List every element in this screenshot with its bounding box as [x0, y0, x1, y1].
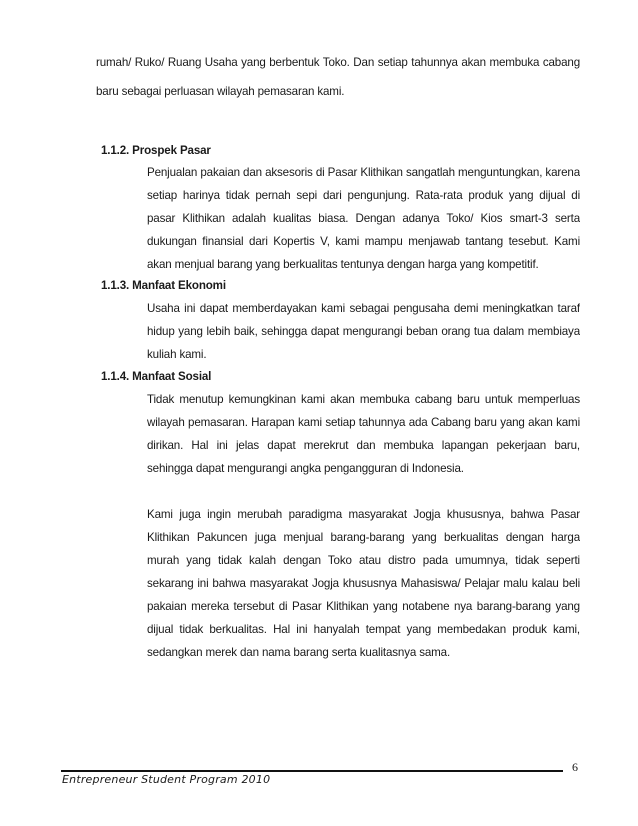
- paragraph-line: dijual tidak berkualitas. Hal ini hanyalah tempat yang membedakan produk kami,: [147, 623, 580, 636]
- paragraph-line: dukungan finansial dari Kopertis V, kami mampu menjawab tantang tesebut. Kami: [147, 235, 580, 248]
- paragraph-line: hidup yang lebih baik, sehingga dapat mengurangi beban orang tua dalam membiaya: [147, 325, 580, 338]
- paragraph-line: sekarang ini bahwa masyarakat Jogja khususnya Mahasiswa/ Pelajar malu kalau beli: [147, 577, 580, 590]
- paragraph-line: sehingga dapat mengurangi angka pengangguran di Indonesia.: [147, 462, 464, 475]
- section-heading-prospek-pasar: 1.1.2. Prospek Pasar: [101, 144, 211, 157]
- paragraph-line: Kami juga ingin merubah paradigma masyarakat Jogja khususnya, bahwa Pasar: [147, 508, 580, 521]
- paragraph-line: Usaha ini dapat memberdayakan kami sebagai pengusaha demi meningkatkan taraf: [147, 302, 580, 315]
- paragraph-line: pasar Klithikan adalah kualitas biasa. Dengan adanya Toko/ Kios smart-3 serta: [147, 212, 580, 225]
- paragraph-line: wilayah pemasaran. Harapan kami setiap tahunnya ada Cabang baru yang akan kami: [147, 416, 580, 429]
- paragraph-line: Klithikan Pakuncen juga menjual barang-barang yang berkualitas dengan harga: [147, 531, 580, 544]
- page-number: 6: [572, 760, 578, 774]
- paragraph-line: pakaian mereka tersebut di Pasar Klithikan yang notabene nya barang-barang yang: [147, 600, 580, 613]
- paragraph-line: sedangkan merek dan nama barang serta kualitasnya sama.: [147, 646, 451, 659]
- paragraph-line: dirikan. Hal ini jelas dapat merekrut dan membuka lapangan pekerjaan baru,: [147, 439, 580, 452]
- paragraph-line: setiap harinya tidak pernah sepi dari pengunjung. Rata-rata produk yang dijual di: [147, 189, 580, 202]
- paragraph-line: murah yang tidak kalah dengan Toko atau distro pada umumnya, tidak seperti: [147, 554, 580, 567]
- section-heading-manfaat-ekonomi: 1.1.3. Manfaat Ekonomi: [101, 279, 226, 292]
- footer-text: Entrepreneur Student Program 2010: [62, 773, 271, 786]
- intro-line: rumah/ Ruko/ Ruang Usaha yang berbentuk Toko. Dan setiap tahunnya akan membuka cabang: [96, 56, 580, 69]
- paragraph-line: kuliah kami.: [147, 348, 207, 361]
- paragraph-line: Penjualan pakaian dan aksesoris di Pasar Klithikan sangatlah menguntungkan, karena: [147, 166, 580, 179]
- paragraph-line: akan menjual barang yang berkualitas tentunya dengan harga yang kompetitif.: [147, 258, 539, 271]
- footer-rule: [61, 770, 563, 772]
- intro-line: baru sebagai perluasan wilayah pemasaran kami.: [96, 85, 345, 98]
- section-heading-manfaat-sosial: 1.1.4. Manfaat Sosial: [101, 370, 212, 383]
- paragraph-line: Tidak menutup kemungkinan kami akan membuka cabang baru untuk memperluas: [147, 393, 580, 406]
